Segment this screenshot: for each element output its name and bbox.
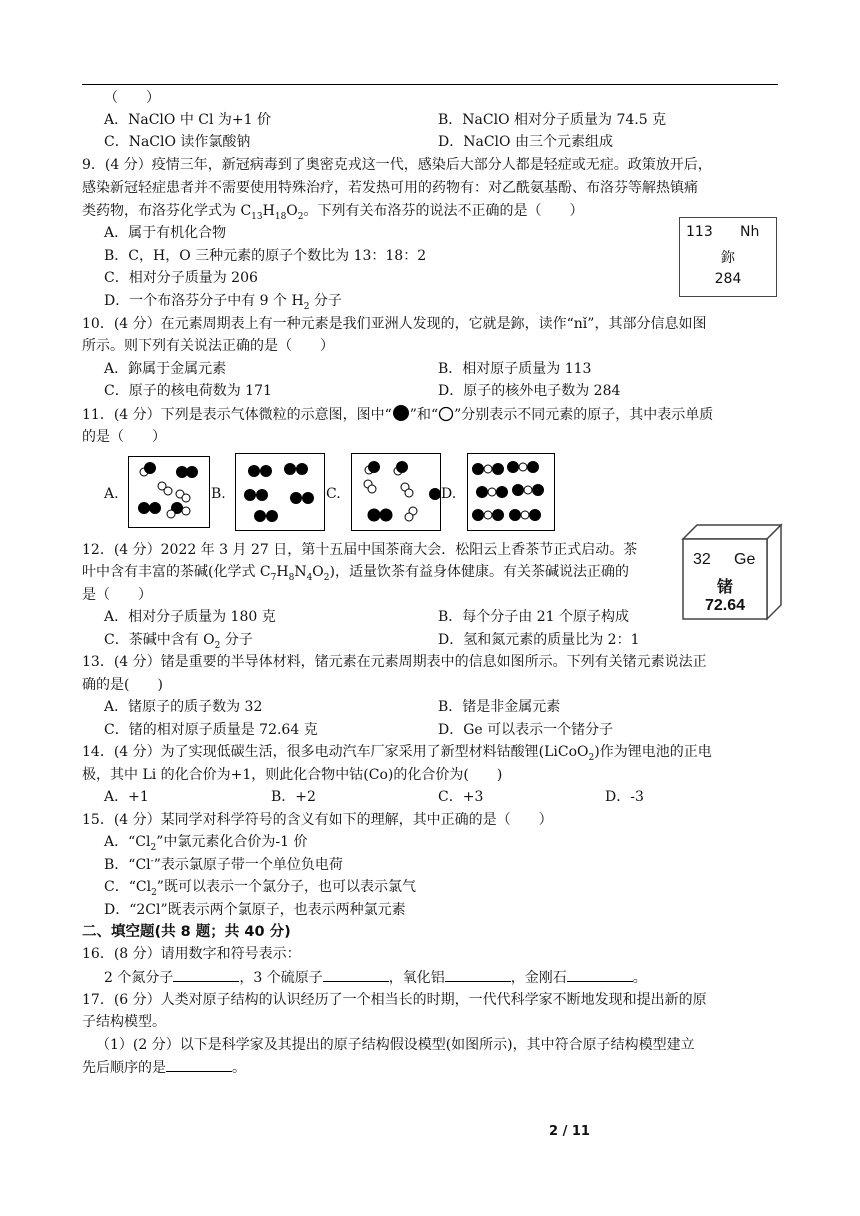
q9-stem-line1: 9．(4 分）疫情三年，新冠病毒到了奥密克戎这一代，感染后大部分人都是轻症或无症。政策放开后，	[82, 157, 712, 173]
black-atom-icon	[392, 404, 410, 422]
q10-option-b: B．相对原子质量为 113	[438, 361, 592, 377]
q14-option-c: C．+3	[438, 789, 484, 805]
q15-option-c: C．“$Cl_2$”既可以表示一个氯分子，也可以表示氯气	[104, 879, 416, 898]
q8-answer-paren: （ ）	[104, 90, 160, 106]
q13-option-b: B．锗是非金属元素	[438, 699, 561, 715]
q9-option-d: D．一个布洛芬分子中有 9 个 $H_2$ 分子	[104, 293, 342, 312]
q9-option-c: C．相对分子质量为 206	[104, 270, 258, 286]
ge-name: 锗	[716, 577, 733, 596]
q15-stem: 15．(4 分）某同学对科学符号的含义有如下的理解，其中正确的是（ ）	[82, 812, 553, 828]
ge-mass: 72.64	[704, 597, 746, 614]
q9-stem-line3: 类药物，布洛芬化学式为 $C_{13}H_{18}O_2$。下列有关布洛芬的说法不正确的是（ ）	[82, 203, 584, 222]
q16-stem: 16．(8 分）请用数字和符号表示：	[82, 946, 301, 962]
answer-blank	[173, 967, 239, 982]
q12-option-c: C．茶碱中含有 $O_2$ 分子	[104, 632, 253, 651]
q14-stem-line1: 14．(4 分）为了实现低碳生活，很多电动汽车厂家采用了新型材料钴酸锂(LiCoO$_2$)作为锂电池的正电	[82, 744, 712, 763]
q11-option-c-label: C.	[326, 486, 341, 502]
nh-name: 鉨	[721, 250, 735, 266]
nh-element-card	[679, 217, 777, 297]
q14-option-a: A．+1	[104, 789, 149, 805]
answer-blank	[323, 967, 389, 982]
nh-atomic-number: 113	[686, 224, 713, 240]
q12-stem-line1: 12．(4 分）2022 年 3 月 27 日，第十五届中国茶商大会．松阳云上香茶节正式启动。茶	[82, 542, 638, 558]
q10-option-a: A．鉨属于金属元素	[104, 361, 227, 377]
q11-option-a-label: A.	[104, 486, 119, 502]
ge-symbol: Ge	[734, 551, 756, 568]
q12-option-d: D．氢和氮元素的质量比为 2：1	[438, 632, 640, 648]
q17-part1-line1: （1）(2 分）以下是科学家及其提出的原子结构假设模型(如图所示)，其中符合原子结构模型建立	[96, 1037, 695, 1053]
page-number: 2 / 11	[549, 1124, 590, 1139]
q8-option-c: C．NaClO 读作氯酸钠	[104, 134, 251, 150]
q13-stem-line1: 13．(4 分）锗是重要的半导体材料，锗元素在元素周期表中的信息如图所示。下列有关锗元素说法正	[82, 654, 707, 670]
q13-stem-line2: 确的是( )	[82, 677, 163, 693]
q15-option-a: A．“$Cl_2$”中氯元素化合价为-1 价	[104, 834, 308, 853]
q11-stem-line1: 11．(4 分）下列是表示气体微粒的示意图，图中“ ”和“ ”分别表示不同元素的原子，其中表示单质	[82, 404, 713, 425]
nh-mass: 284	[714, 271, 742, 287]
q12-option-b: B．每个分子由 21 个原子构成	[438, 609, 630, 625]
q17-part1-line2: 先后顺序的是 。	[82, 1057, 246, 1078]
q14-option-d: D．-3	[605, 789, 644, 805]
q11-diagram-d	[467, 453, 555, 531]
answer-blank	[166, 1057, 232, 1072]
q12-option-a: A．相对分子质量为 180 克	[104, 609, 276, 625]
q9-option-b: B．C，H，O 三种元素的原子个数比为 13：18：2	[104, 248, 427, 264]
q9-stem-line2: 感染新冠轻症患者并不需要使用特殊治疗，若发热可用的药物有：对乙酰氨基酚、布洛芬等解热镇痛	[82, 180, 698, 196]
q11-diagram-c	[351, 453, 441, 531]
q15-option-d: D．“2Cl”既表示两个氯原子，也表示两种氯元素	[104, 902, 406, 918]
q15-option-b: B．“Cl-”表示氯原子带一个单位负电荷	[104, 856, 343, 873]
q11-diagram-b	[235, 453, 325, 531]
ge-atomic-number: 32	[693, 551, 711, 568]
q12-stem-line2: 叶中含有丰富的茶碱(化学式 $C_7H_8N_4O_2$)，适量饮茶有益身体健康。有关茶碱说法正确的	[82, 564, 629, 583]
q17-stem-line1: 17．(6 分）人类对原子结构的认识经历了一个相当长的时期，一代代科学家不断地发现和提出新的原	[82, 992, 707, 1008]
q13-option-a: A．锗原子的质子数为 32	[104, 699, 263, 715]
q11-diagram-a	[128, 456, 210, 528]
white-atom-icon	[438, 406, 454, 422]
q11-option-b-label: B.	[211, 486, 226, 502]
q8-option-b: B．NaClO 相对分子质量为 74.5 克	[438, 112, 667, 128]
q17-stem-line2: 子结构模型。	[82, 1014, 166, 1030]
q11-stem-line2: 的是（ ）	[82, 429, 166, 445]
q13-option-c: C．锗的相对原子质量是 72.64 克	[104, 722, 318, 738]
q10-stem-line2: 所示。则下列有关说法正确的是（ ）	[82, 338, 334, 354]
answer-blank	[567, 967, 633, 982]
q8-option-d: D．NaClO 由三个元素组成	[438, 134, 613, 150]
q14-stem-line2: 极，其中 Li 的化合价为+1，则此化合物中钴(Co)的化合价为( )	[82, 767, 503, 783]
q10-option-d: D．原子的核外电子数为 284	[438, 383, 621, 399]
q11-option-d-label: D.	[441, 486, 457, 502]
header-rule	[82, 84, 778, 85]
q10-option-c: C．原子的核电荷数为 171	[104, 383, 272, 399]
q9-option-a: A．属于有机化合物	[104, 225, 227, 241]
answer-blank	[445, 967, 511, 982]
q16-blanks: 2 个氮分子 ，3 个硫原子 ，氧化铝 ，金刚石 。	[104, 967, 647, 988]
q14-option-b: B．+2	[271, 789, 316, 805]
q8-option-a: A．NaClO 中 Cl 为+1 价	[104, 112, 272, 128]
nh-symbol: Nh	[740, 224, 760, 240]
q12-stem-line3: 是（ ）	[82, 587, 152, 603]
section-heading: 二、填空题(共 8 题；共 40 分)	[82, 924, 291, 940]
q13-option-d: D．Ge 可以表示一个锗分子	[438, 722, 614, 738]
q10-stem-line1: 10．(4 分）在元素周期表上有一种元素是我们亚洲人发现的，它就是鉨，读作“nǐ”，其部分信息如图	[82, 316, 707, 332]
